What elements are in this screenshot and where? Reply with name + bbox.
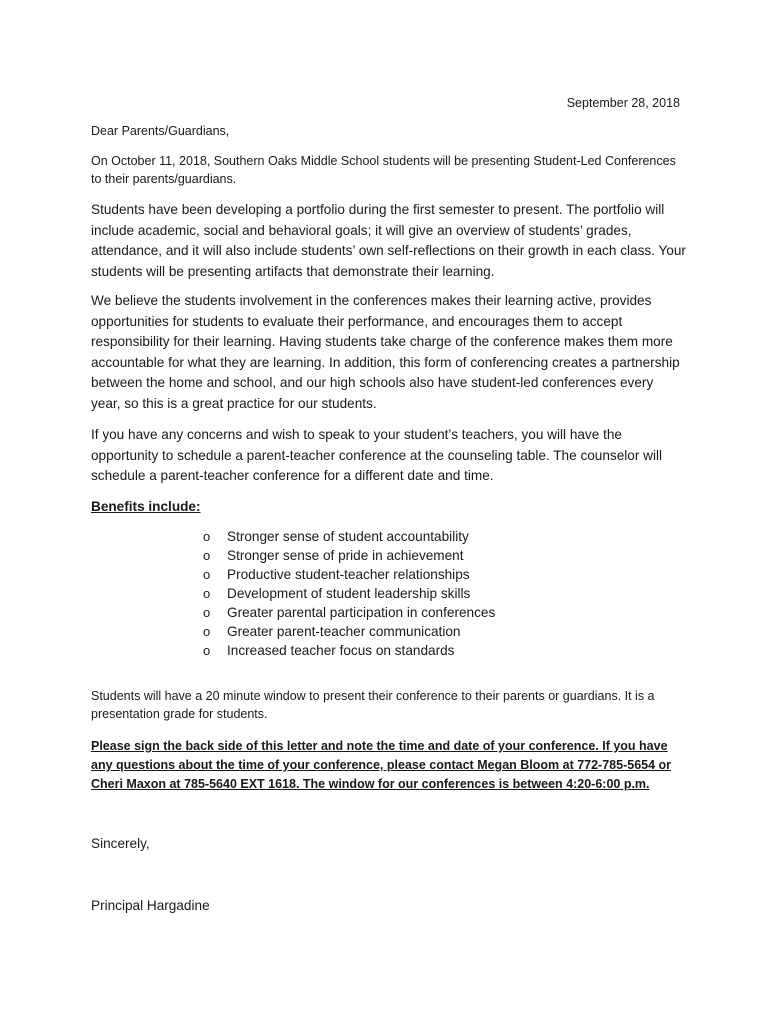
signing-instructions: Please sign the back side of this letter and note the time and date of your conference. If you have any questions about the time of your conference, please contact Megan Bloom at 772-785-5654 or Cheri Maxon at 785-5640 EXT 1618. The window for our conferences is between 4:20-6:00 p.m. [91, 739, 672, 791]
greeting: Dear Parents/Guardians, [91, 124, 230, 138]
benefit-text: Productive student-teacher relationships [227, 567, 470, 582]
benefit-text: Greater parent-teacher communication [227, 624, 461, 639]
bullet-icon: o [203, 643, 211, 658]
letter-date: September 28, 2018 [566, 96, 680, 110]
bullet-icon: o [203, 529, 211, 544]
list-item [203, 584, 495, 603]
involvement-paragraph: We believe the students involvement in the conferences makes their learning active, provides opportunities for students to evaluate their performance, and encourages them to accept responsibility for their learning. Having students take charge of the conference makes them more accountable for what they are learning. In addition, this form of conferencing creates a partnership between the home and school, and our high schools also have student-led conferences every year, so this is a great practice for our students. [91, 293, 680, 411]
benefit-text: Stronger sense of student accountability [227, 529, 469, 544]
bullet-icon: o [203, 548, 211, 563]
list-item [203, 546, 495, 565]
benefit-text: Stronger sense of pride in achievement [227, 548, 464, 563]
signature: Principal Hargadine [91, 898, 210, 913]
list-item [203, 641, 495, 660]
benefits-title: Benefits include: [91, 499, 201, 514]
benefit-text: Increased teacher focus on standards [227, 643, 455, 658]
portfolio-paragraph: Students have been developing a portfolio during the first semester to present. The portfolio will include academic, social and behavioral goals; it will give an overview of students’ grades, attendance, and it will also include students’ own self-reflections on their growth in each class. Your students will be presenting artifacts that demonstrate their learning. [91, 202, 686, 279]
benefits-list [203, 527, 495, 660]
benefit-text: Development of student leadership skills [227, 586, 471, 601]
intro-paragraph: On October 11, 2018, Southern Oaks Middle School students will be presenting Student-Led Conferences to their parents/guardians. [91, 154, 676, 186]
benefit-text: Greater parental participation in conferences [227, 605, 496, 620]
list-item [203, 603, 495, 622]
bullet-icon: o [203, 586, 211, 601]
list-item [203, 527, 495, 546]
window-note: Students will have a 20 minute window to present their conference to their parents or guardians. It is a presentation grade for students. [91, 689, 655, 721]
list-item [203, 622, 495, 641]
list-item [203, 565, 495, 584]
closing: Sincerely, [91, 836, 150, 851]
concerns-paragraph: If you have any concerns and wish to speak to your student’s teachers, you will have the opportunity to schedule a parent-teacher conference at the counseling table. The counselor will schedule a parent-teacher conference for a different date and time. [91, 427, 663, 483]
bullet-icon: o [203, 567, 211, 582]
bullet-icon: o [203, 605, 211, 620]
bullet-icon: o [203, 624, 211, 639]
